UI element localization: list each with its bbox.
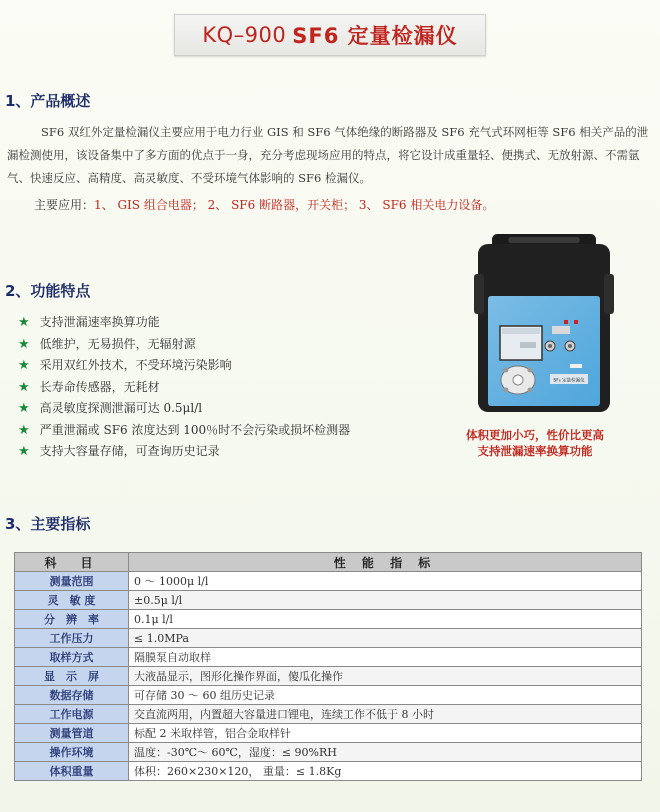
- table-row: [15, 724, 642, 743]
- table-row: [15, 743, 642, 762]
- star-icon: ★: [18, 422, 30, 438]
- section-title-overview: 1、产品概述: [5, 92, 91, 110]
- feature-text: 高灵敏度探测泄漏可达 0.5μl/l: [39, 401, 203, 415]
- section-title-features: 2、功能特点: [5, 282, 91, 300]
- table-row: [15, 591, 642, 610]
- spec-value: 标配 2 米取样管，铝合金取样针: [129, 724, 642, 743]
- spec-key: 取样方式: [15, 648, 129, 667]
- feature-item: [18, 377, 350, 399]
- star-icon: ★: [18, 358, 30, 373]
- spec-key: 数据存储: [15, 686, 129, 705]
- feature-text: 支持泄漏速率换算功能: [39, 315, 160, 329]
- feature-text: 严重泄漏或 SF6 浓度达到 100％时不会污染或损坏检测器: [39, 422, 351, 437]
- spec-key: 工作电源: [15, 705, 129, 724]
- overview-paragraph: SF6 双红外定量检漏仪主要应用于电力行业 GIS 和 SF6 气体绝缘的断路器及 SF6 充气式环网柜等 SF6 相关产品的泄漏检测使用，该设备集中了多方面的优点于一身，充分考虑现场应用的特点，将它设计成重量轻、便携式、无放射源、不需氩气、快速反应、高精度、高灵敏度、不受环境气体影响的 SF6 检漏仪。: [7, 125, 649, 185]
- title-model: KQ–900: [202, 23, 287, 47]
- feature-text: 采用双红外技术，不受环境污染影响: [39, 358, 232, 372]
- spec-value: 0 ～ 1000μ l/l: [129, 572, 642, 591]
- table-row: [15, 572, 642, 591]
- spec-key: 分 辨 率: [15, 610, 129, 629]
- star-icon: ★: [18, 379, 30, 395]
- spec-value: 0.1μ l/l: [129, 610, 642, 629]
- table-row: [15, 762, 642, 781]
- feature-item: [18, 312, 350, 334]
- feature-text: 支持大容量存储，可查询历史记录: [39, 444, 220, 458]
- spec-table: [14, 552, 642, 781]
- spec-key: 体积重量: [15, 762, 129, 781]
- table-row: [15, 667, 642, 686]
- spec-value: 可存储 30 ～ 60 组历史记录: [129, 686, 642, 705]
- spec-key: 测量范围: [15, 572, 129, 591]
- star-icon: ★: [18, 444, 30, 459]
- main-applications: [34, 196, 494, 213]
- spec-key: 显 示 屏: [15, 667, 129, 686]
- spec-value: ≤ 1.0MPa: [129, 629, 642, 648]
- star-icon: ★: [18, 336, 30, 352]
- table-row: [15, 648, 642, 667]
- feature-text: 低维护，无易损件，无辐射源: [39, 336, 196, 351]
- device-panel-label: SF₆ 定量检漏仪: [553, 378, 585, 384]
- feature-item: [18, 420, 350, 442]
- table-row: [15, 629, 642, 648]
- table-row: [15, 610, 642, 629]
- spec-key: 灵 敏 度: [15, 591, 129, 610]
- feature-list: [18, 312, 350, 463]
- spec-value: 大液晶显示，图形化操作界面，傻瓜化操作: [129, 667, 642, 686]
- device-caption-line2: 支持泄漏速率换算功能: [477, 444, 593, 458]
- spec-key: 工作压力: [15, 629, 129, 648]
- star-icon: ★: [18, 315, 30, 330]
- device-product-image: [474, 234, 614, 412]
- feature-text: 长寿命传感器，无耗材: [39, 379, 160, 394]
- spec-value: 交直流两用，内置超大容量进口锂电，连续工作不低于 8 小时: [129, 705, 642, 724]
- table-row: [15, 686, 642, 705]
- device-caption-line1: 体积更加小巧，性价比更高: [466, 428, 604, 442]
- spec-value: ±0.5μ l/l: [129, 591, 642, 610]
- applications-text: 1、 GIS 组合电器； 2、 SF6 断路器，开关柜； 3、 SF6 相关电力设备。: [94, 198, 495, 212]
- feature-item: [18, 334, 350, 356]
- feature-item: [18, 355, 350, 377]
- spec-value: 体积：260×230×120， 重量：≤ 1.8Kg: [129, 762, 642, 781]
- document-title: [174, 14, 486, 56]
- table-row: [15, 705, 642, 724]
- feature-item: [18, 441, 350, 463]
- star-icon: ★: [18, 401, 30, 416]
- spec-key: 测量管道: [15, 724, 129, 743]
- header-performance: 性 能 指 标: [129, 553, 642, 572]
- section-title-specs: 3、主要指标: [5, 515, 91, 533]
- feature-item: [18, 398, 350, 420]
- spec-key: 操作环境: [15, 743, 129, 762]
- header-subject: 科 目: [15, 553, 129, 572]
- title-product-name: SF6 定量检漏仪: [292, 24, 458, 48]
- spec-table-header: [15, 553, 642, 572]
- spec-value: 隔膜泵自动取样: [129, 648, 642, 667]
- spec-value: 温度：-30℃～ 60℃，湿度：≤ 90%RH: [129, 743, 642, 762]
- applications-label: 主要应用：: [34, 198, 95, 212]
